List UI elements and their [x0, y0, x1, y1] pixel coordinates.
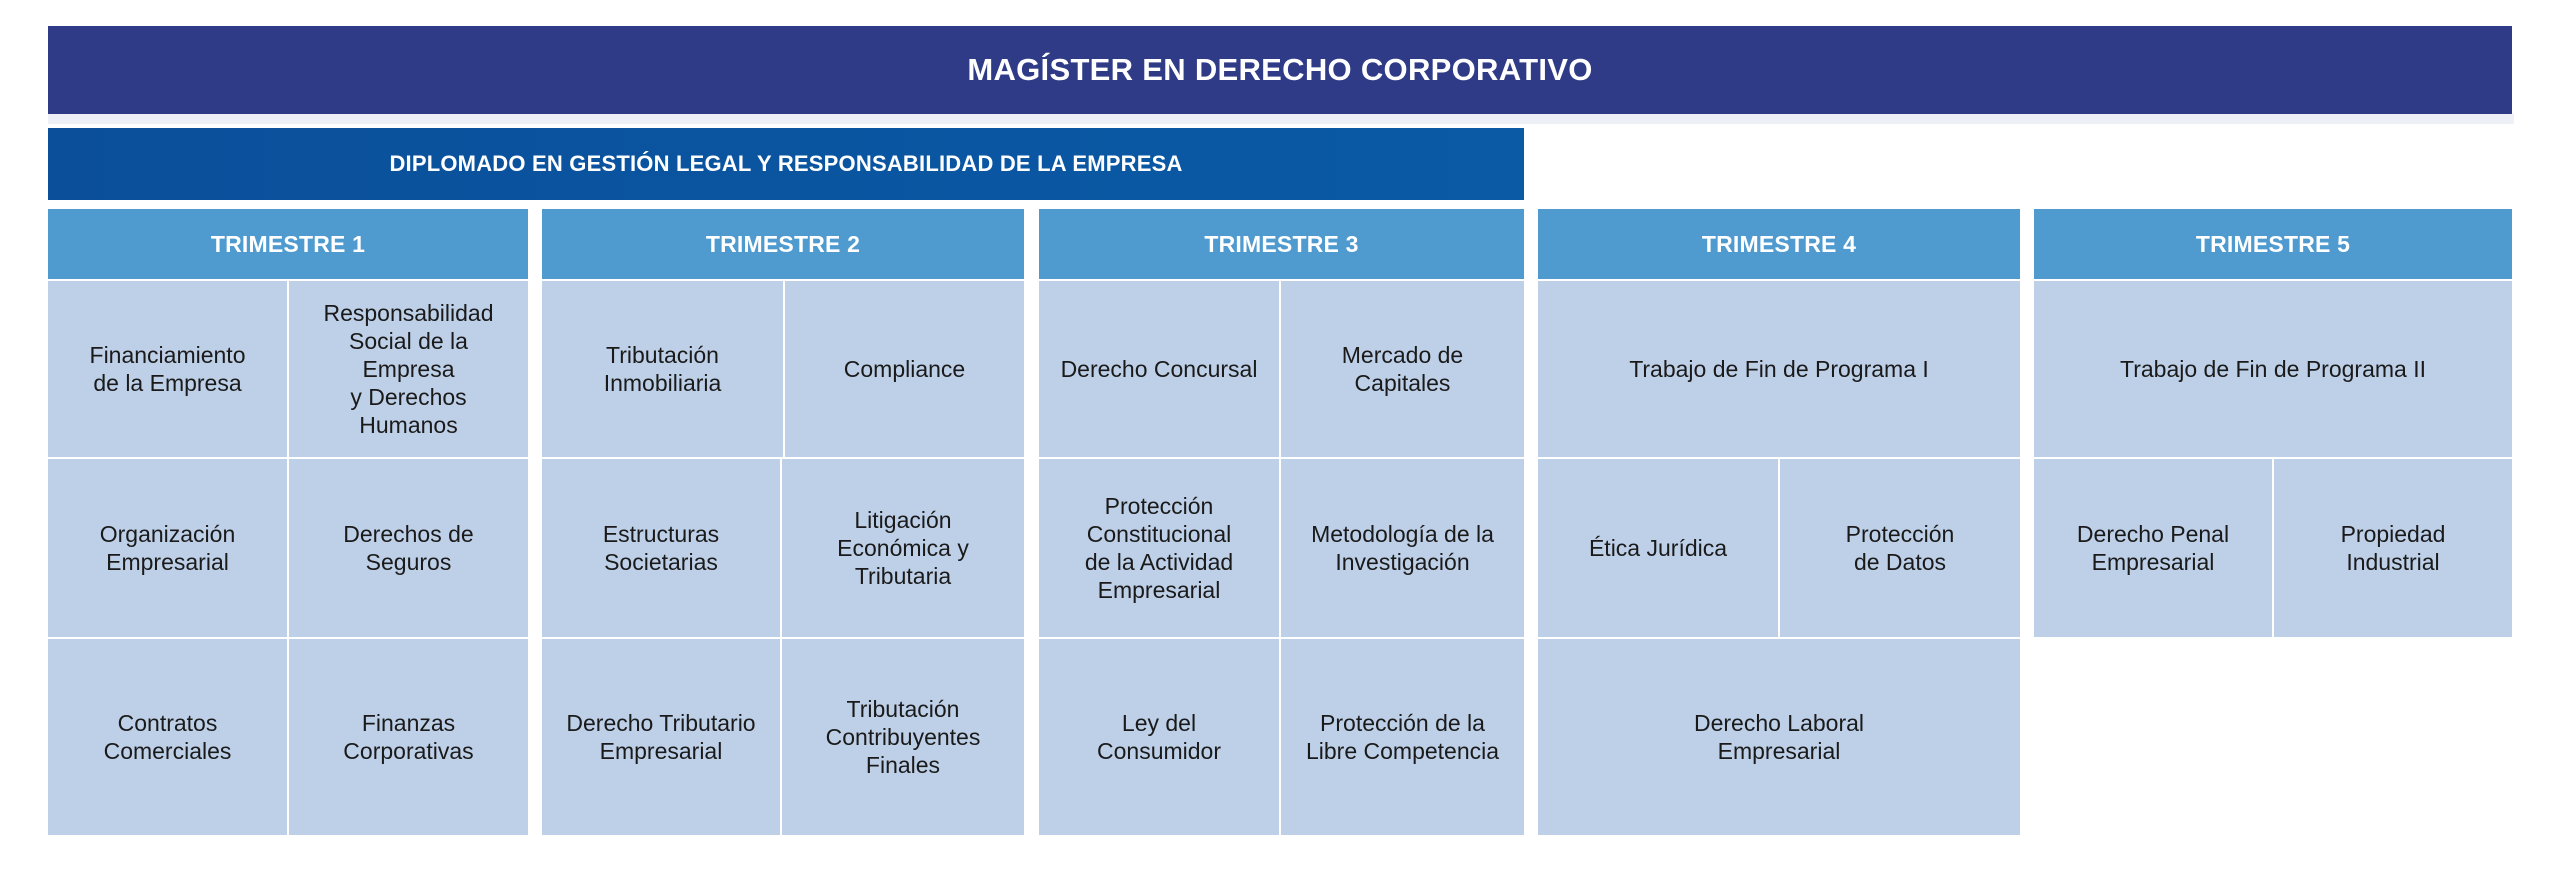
trimestre-4 — [1538, 209, 2020, 835]
course-cell: Ley del Consumidor — [1039, 639, 1279, 835]
course-cell: Compliance — [785, 281, 1024, 457]
course-cell: Derecho Concursal — [1039, 281, 1279, 457]
course-cell: Derecho Laboral Empresarial — [1538, 639, 2020, 835]
course-cell: Protección de la Libre Competencia — [1281, 639, 1524, 835]
trimestre-3-header: TRIMESTRE 3 — [1039, 209, 1524, 279]
course-cell: Estructuras Societarias — [542, 459, 780, 637]
course-cell: Responsabilidad Social de la Empresa y Derechos Humanos — [289, 281, 528, 457]
course-cell: Ética Jurídica — [1538, 459, 1778, 637]
course-cell: Propiedad Industrial — [2274, 459, 2512, 637]
trimestre-5-header: TRIMESTRE 5 — [2034, 209, 2512, 279]
course-cell: Protección de Datos — [1780, 459, 2020, 637]
program-title: MAGÍSTER EN DERECHO CORPORATIVO — [48, 26, 2512, 114]
trimestre-2-header: TRIMESTRE 2 — [542, 209, 1024, 279]
course-cell: Derecho Tributario Empresarial — [542, 639, 780, 835]
course-cell: Trabajo de Fin de Programa II — [2034, 281, 2512, 457]
course-cell: Protección Constitucional de la Actividad Empresarial — [1039, 459, 1279, 637]
trimestre-5 — [2034, 209, 2512, 639]
course-cell: Contratos Comerciales — [48, 639, 287, 835]
course-cell: Finanzas Corporativas — [289, 639, 528, 835]
trimestre-4-header: TRIMESTRE 4 — [1538, 209, 2020, 279]
course-cell: Tributación Inmobiliaria — [542, 281, 783, 457]
course-cell: Financiamiento de la Empresa — [48, 281, 287, 457]
course-cell: Metodología de la Investigación — [1281, 459, 1524, 637]
course-cell: Derechos de Seguros — [289, 459, 528, 637]
course-cell: Derecho Penal Empresarial — [2034, 459, 2272, 637]
course-cell: Organización Empresarial — [48, 459, 287, 637]
title-underline — [48, 114, 2514, 124]
trimestre-2 — [542, 209, 1024, 835]
trimestre-1 — [48, 209, 528, 835]
course-cell: Trabajo de Fin de Programa I — [1538, 281, 2020, 457]
diplomado-banner: DIPLOMADO EN GESTIÓN LEGAL Y RESPONSABILIDAD DE LA EMPRESA — [48, 128, 1524, 200]
course-cell: Tributación Contribuyentes Finales — [782, 639, 1024, 835]
trimestre-1-header: TRIMESTRE 1 — [48, 209, 528, 279]
course-cell: Litigación Económica y Tributaria — [782, 459, 1024, 637]
trimestre-3 — [1039, 209, 1524, 835]
course-cell: Mercado de Capitales — [1281, 281, 1524, 457]
